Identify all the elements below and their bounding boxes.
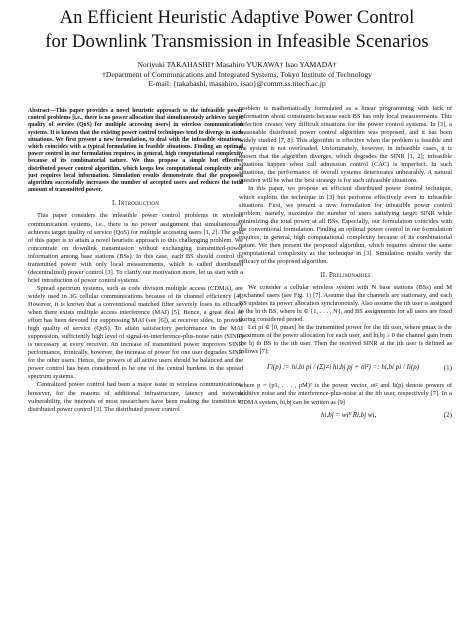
equation-1-number: (1) [443, 364, 452, 373]
equation-1-body: Γi(p) := hi,bi pi / (Σj≠i hi,bj pj + σi²) =: hi,bi pi / Ii(p) [267, 363, 420, 372]
title-line-1: An Efficient Heuristic Adaptive Power Control [59, 7, 415, 28]
section-heading-introduction: I. Introduction [111, 200, 160, 208]
author-block [0, 60, 474, 89]
author-names: Noriyuki TAKAHASHI† Masahiro YUKAWA† Isao YAMADA† [137, 60, 337, 69]
paragraph: problem is mathematically formulated as a linear programming with lack of information about constraints because each BS has only local measurements. This defection creates very difficult situations for the power control systems. In [3], a reasonable distributed power control algorithm was proposed, and it has been widely studied [7, 8]. This algorithm is effective when the problem is feasible and the system is not overloaded. Unfortunately, however, in infeasible cases, it is known that the algorithm diverges, which degrades the SINR [1, 2]; infeasible situations happen when call admission control (CAC) is imperfect. In such situations, the performance of overall systems deteriorates unbearably. A natural question will be what the best strategy is for such infeasible situations. [239, 105, 452, 185]
paper-title [0, 6, 474, 54]
paragraph: We consider a cellular wireless system with N base stations (BSs) and M cochannel users (see Fig. 1) [7]. Assume that the channels are stationary, and each BS updates its power allocation synchronously. Also assume the ith user is assigned to the bi th BS, where bi ∈ {1, . . . , N}, and BS assignments for all users are fixed during considered period. [239, 283, 452, 324]
title-line-2: for Downlink Transmission in Infeasible Scenarios [45, 31, 429, 52]
paragraph: where p = (p1, . . . , pM)ᵀ is the power vector, σi² and Ii(p) denote powers of additive noise and the interference-plus-noise at the ith user, respectively [7]. In a CDMA system, hi,bj can be written as [9] [239, 382, 452, 406]
paragraph: Let pi ∈ [0, pmax] be the transmitted power for the ith user, where pmax is the maximum of the power allocation for each user, and hi,bj ≥ 0 the channel gain from the bj th BS to the ith user. Then the received SINR at the ith user is defined as follows [7]: [239, 324, 452, 356]
left-column [28, 108, 243, 414]
equation-2 [239, 410, 452, 422]
equation-2-body: hi,bj = wiᴴ Ri,bj wi, [321, 410, 377, 419]
equation-2-number: (2) [443, 410, 452, 419]
paragraph: In this paper, we propose an efficient distributed power control technique, which exploits the technique in [3] but performs effectively even in infeasible situations. First, we present a new formulation for infeasible power control problem; namely, maximize the number of users satisfying target SINR while minimizing the total power at all BSs. Especially, our formulation coincides with the conventional formulation. Finding an optimal power control in our formulation requires, in general, high computational complexity because of its combinatorial nature. We then present the proposed algorithm, which requires almost the same computational complexity as the technique in [3]. Simulation results verify the efficacy of the proposed algorithm. [239, 185, 452, 265]
email: E-mail: {takahashi, masahiro, isao}@comm.ss.titech.ac.jp [148, 79, 326, 89]
equation-1 [239, 359, 452, 379]
paragraph: This paper considers the infeasible power control problems in wireless communication systems, i.e., there is no power assignment that simultaneously achieves target quality of service (QoS) for multiple accessing users [1, 2]. The goal of this paper is to attain a novel heuristic approach to this challenging problem. We concentrate on downlink transmission without exchanging transmitted-power information among base stations (BSs). In this case, each BS should control its transmitted power with only local measurements, which is called distributed (decentralized) power control [3]. To clarify our motivation more, let us start with a brief introduction of power control systems. [28, 212, 243, 284]
affiliation: †Department of Communications and Integrated Systems, Tokyo Institute of Technology [102, 69, 372, 79]
paragraph: Spread spectrum systems, such as code division multiple access (CDMA), are widely used in 3G cellular communications because of its channel efficiency [4]. However, it is known that a conventional matched filter severely loses its efficacy when there exists multiple access interference (MAI) [5]. Hence, a great deal of effort has been devoted for suppressing MAI (see [6]), at receiver sides, to provide high quality of service (QoS). To attain satisfactory performance in the MAI suppression, sufficiently high level of signal-to-interference-plus-noise ratio (SINR) is necessary at every receiver. An increase of transmitted power improves SINR performance, ironically, however, the increase of power for one user degrades SINR for the other users. Hence, the powers of all active users should be balanced and the power control has been considered to be one of the central burdens in the spread spectrum systems. [28, 284, 243, 381]
paragraph: Centralized power control had been a major issue in wireless communications, however, for the reasons of additional infrastructure, latency and network vulnerability, the interests of most researchers have been making the transition to distributed power control [3]. The distributed power control [28, 381, 243, 413]
abstract: Abstract—This paper provides a novel heuristic approach to the infeasible power control problems [i.e., there is no power allocation that simultaneously achieves target quality of service (QoS) for multiple accessing users] in wireless communication systems. It is known that the existing power control techniques tend to diverge in such situations. We first present a new formulation, to deal with the infeasible situations, which coincides with a typical formulation in feasible situations. Finding an optimal power control in our formulation requires, in general, high computational complexity because of its combinatorial nature. We thus propose a simple but effective distributed power control algorithm, which keeps low computational complexity and just requires local information. Simulation results demonstrate that the proposed algorithm successfully increases the number of accepted users and reduces the total amount of transmitted power. [28, 108, 243, 194]
right-column [239, 105, 452, 425]
section-heading-preliminaries: II. Preliminaries [320, 271, 371, 279]
